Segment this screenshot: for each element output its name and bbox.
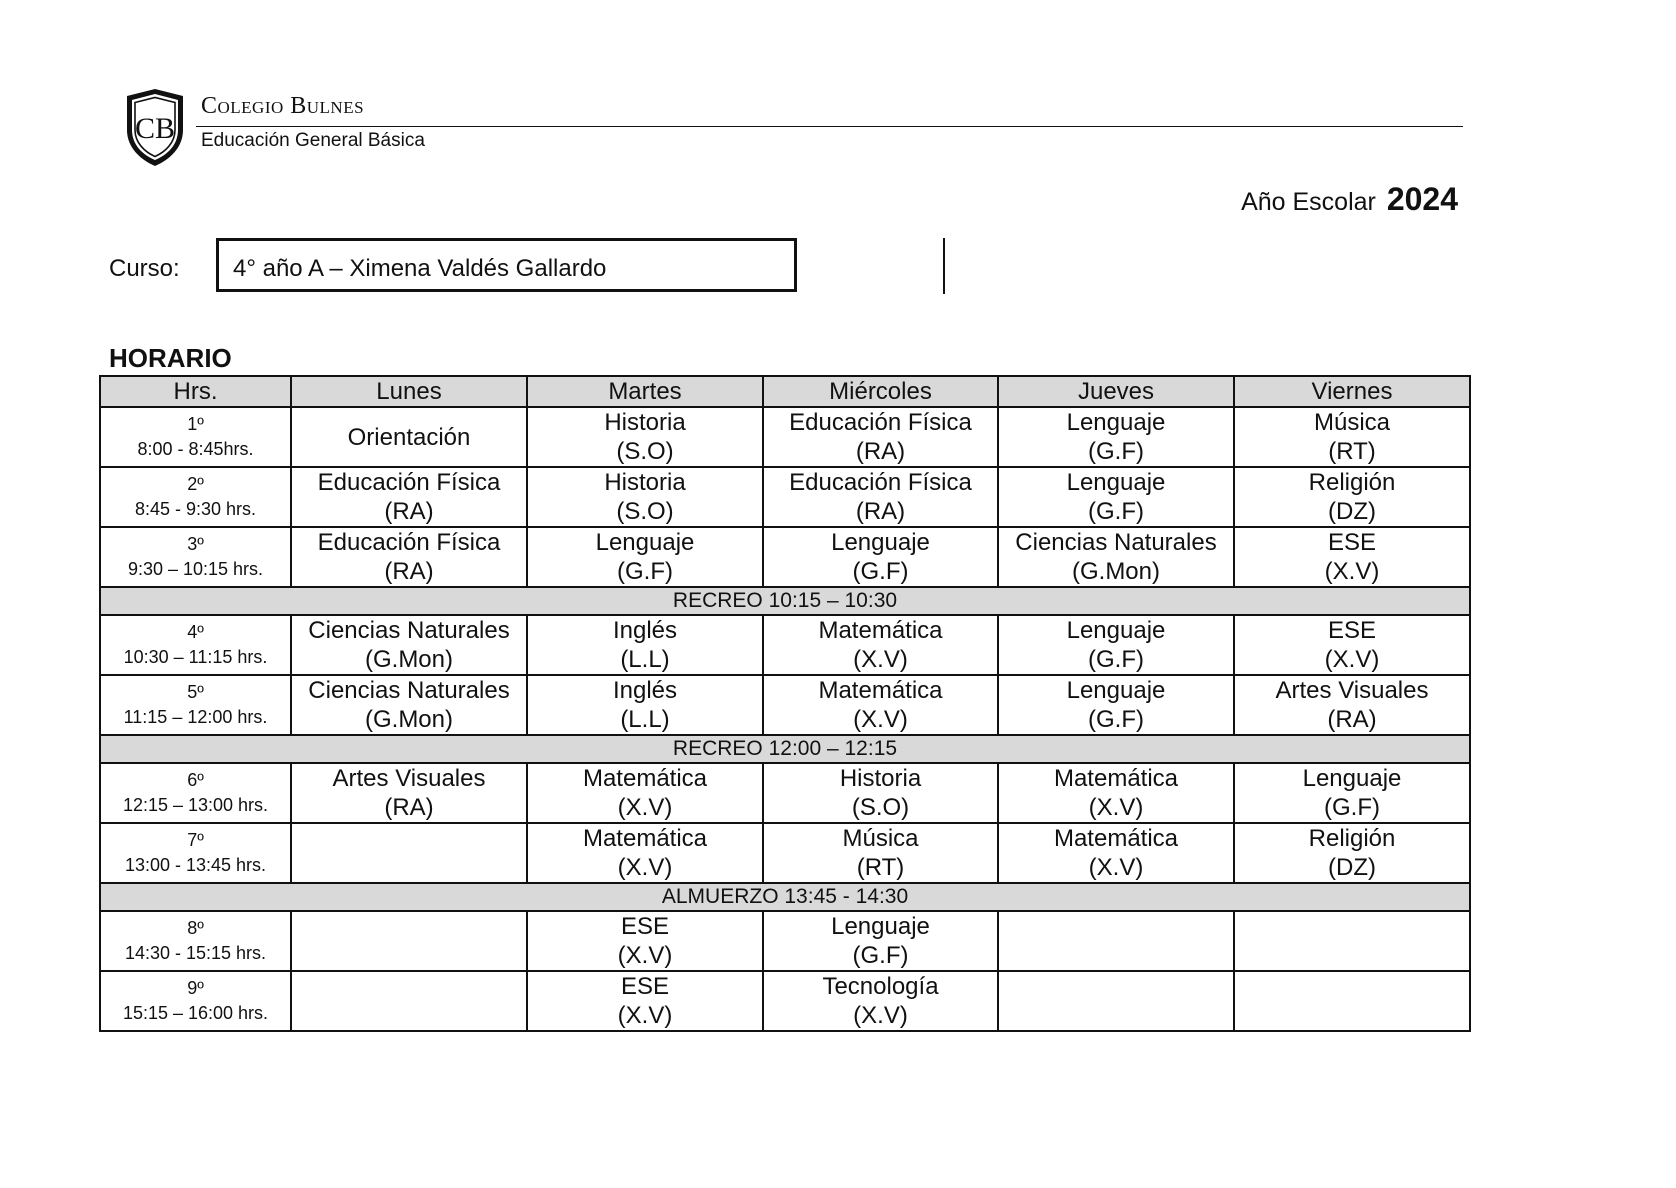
period-row (100, 615, 1470, 675)
subject-name: ESE (1327, 617, 1377, 644)
school-logo-icon (121, 86, 189, 168)
class-cell-thursday (998, 467, 1234, 527)
class-cell-thursday (998, 527, 1234, 587)
class-cell-monday (291, 911, 527, 971)
teacher-initials: (G.Mon) (364, 706, 453, 733)
period-number: 4º (187, 622, 204, 642)
teacher-initials: (G.F) (1324, 794, 1380, 821)
period-hours-cell (100, 911, 291, 971)
teacher-initials: (G.F) (852, 558, 909, 585)
period-hours-cell (100, 675, 291, 735)
logo-monogram: CB (134, 112, 176, 145)
teacher-initials: (G.F) (1088, 706, 1144, 733)
period-row (100, 911, 1470, 971)
teacher-initials: (G.F) (1088, 498, 1144, 525)
teacher-initials: (RT) (856, 854, 905, 881)
subject-name: Lenguaje (1066, 469, 1166, 496)
subject-name: Música (1313, 409, 1391, 436)
subject-name: Ciencias Naturales (308, 677, 510, 704)
schedule-title: HORARIO (109, 343, 232, 373)
column-header-tuesday: Martes (527, 376, 763, 407)
period-time: 10:30 – 11:15 hrs. (123, 647, 268, 667)
class-cell-monday (291, 407, 527, 467)
subject-name: Lenguaje (1302, 765, 1402, 792)
subject-name: Educación Física (789, 469, 972, 496)
teacher-initials: (DZ) (1328, 854, 1376, 881)
subject-name: Lenguaje (1066, 677, 1166, 704)
teacher-initials: (X.V) (1088, 854, 1144, 881)
teacher-initials: (S.O) (616, 438, 674, 465)
class-cell-tuesday (527, 911, 763, 971)
subject-name: Lenguaje (831, 913, 930, 940)
period-number: 3º (187, 534, 204, 554)
teacher-initials: (RA) (855, 438, 906, 465)
teacher-initials: (DZ) (1328, 498, 1376, 525)
class-cell-friday (1234, 675, 1470, 735)
teacher-initials: (G.Mon) (364, 646, 453, 673)
teacher-initials: (X.V) (617, 854, 673, 881)
subject-name: Orientación (347, 423, 471, 451)
teacher-initials: (RA) (1327, 706, 1377, 733)
class-cell-wednesday (763, 823, 998, 883)
subject-name: Matemática (1053, 765, 1179, 792)
subject-name: Historia (604, 469, 686, 496)
column-header-hours: Hrs. (100, 376, 291, 407)
teacher-initials: (G.F) (617, 558, 673, 585)
teacher-initials: (G.F) (1088, 438, 1144, 465)
period-time: 8:00 - 8:45hrs. (137, 439, 254, 459)
subject-name: ESE (1327, 529, 1377, 556)
break-label: ALMUERZO 13:45 - 14:30 (100, 883, 1470, 911)
class-cell-thursday (998, 911, 1234, 971)
teacher-initials: (RA) (855, 498, 906, 525)
subject-name: Matemática (818, 677, 943, 704)
subject-name: Ciencias Naturales (1015, 529, 1217, 556)
column-header-friday: Viernes (1234, 376, 1470, 407)
teacher-initials: (X.V) (1324, 646, 1380, 673)
header-divider (196, 126, 1463, 127)
break-row (100, 735, 1470, 763)
period-hours-cell (100, 615, 291, 675)
subject-name: Matemática (818, 617, 943, 644)
teacher-initials: (X.V) (1324, 558, 1380, 585)
break-row (100, 883, 1470, 911)
class-cell-wednesday (763, 971, 998, 1031)
subject-name: Educación Física (317, 469, 501, 496)
period-row (100, 467, 1470, 527)
class-cell-wednesday (763, 407, 998, 467)
subject-name: Educación Física (317, 529, 501, 556)
subject-name: Matemática (582, 825, 708, 852)
class-cell-tuesday (527, 823, 763, 883)
class-cell-tuesday (527, 971, 763, 1031)
class-cell-thursday (998, 615, 1234, 675)
class-cell-monday (291, 823, 527, 883)
break-label: RECREO 12:00 – 12:15 (100, 735, 1470, 763)
class-cell-tuesday (527, 675, 763, 735)
class-cell-tuesday (527, 763, 763, 823)
school-year-label: Año Escolar (1241, 188, 1376, 216)
class-cell-monday (291, 763, 527, 823)
class-cell-friday (1234, 823, 1470, 883)
teacher-initials: (X.V) (853, 706, 908, 733)
subject-name: Lenguaje (1066, 617, 1166, 644)
class-cell-thursday (998, 675, 1234, 735)
period-number: 5º (187, 682, 204, 702)
class-cell-tuesday (527, 407, 763, 467)
class-cell-monday (291, 675, 527, 735)
subject-name: Lenguaje (831, 529, 930, 556)
class-cell-tuesday (527, 615, 763, 675)
break-row (100, 587, 1470, 615)
class-cell-friday (1234, 467, 1470, 527)
teacher-initials: (X.V) (617, 942, 673, 969)
subject-name: Tecnología (822, 973, 939, 1000)
teacher-initials: (G.Mon) (1071, 558, 1160, 585)
period-row (100, 407, 1470, 467)
column-header-monday: Lunes (291, 376, 527, 407)
class-cell-tuesday (527, 467, 763, 527)
school-year (1241, 181, 1458, 218)
class-cell-monday (291, 527, 527, 587)
course-value: 4° año A – Ximena Valdés Gallardo (233, 255, 607, 282)
period-hours-cell (100, 823, 291, 883)
period-time: 8:45 - 9:30 hrs. (134, 499, 257, 519)
teacher-initials: (L.L) (620, 706, 670, 733)
period-number: 1º (187, 414, 204, 434)
subject-name: Religión (1308, 825, 1396, 852)
period-row (100, 675, 1470, 735)
period-number: 9º (187, 978, 204, 998)
subject-name: Matemática (582, 765, 708, 792)
class-cell-wednesday (763, 615, 998, 675)
subject-name: Artes Visuales (1275, 677, 1429, 704)
class-cell-wednesday (763, 675, 998, 735)
class-cell-wednesday (763, 911, 998, 971)
subject-name: Música (842, 825, 919, 852)
class-cell-thursday (998, 763, 1234, 823)
period-row (100, 823, 1470, 883)
period-time: 11:15 – 12:00 hrs. (123, 707, 268, 727)
teacher-initials: (S.O) (851, 794, 910, 821)
school-year-value: 2024 (1386, 181, 1458, 217)
teacher-initials: (RA) (384, 794, 434, 821)
class-cell-friday (1234, 407, 1470, 467)
period-hours-cell (100, 763, 291, 823)
teacher-initials: (RA) (384, 558, 434, 585)
period-hours-cell (100, 407, 291, 467)
subject-name: Educación Física (789, 409, 972, 436)
break-label: RECREO 10:15 – 10:30 (100, 587, 1470, 615)
schedule-header-row (100, 376, 1470, 407)
teacher-initials: (X.V) (617, 794, 673, 821)
period-number: 7º (187, 830, 204, 850)
class-cell-wednesday (763, 527, 998, 587)
subject-name: Lenguaje (595, 529, 695, 556)
teacher-initials: (RA) (384, 498, 434, 525)
period-hours-cell (100, 971, 291, 1031)
subject-name: Historia (839, 765, 922, 792)
class-cell-thursday (998, 407, 1234, 467)
subject-name: ESE (620, 913, 670, 940)
subject-name: ESE (620, 973, 670, 1000)
subject-name: Ciencias Naturales (308, 617, 510, 644)
teacher-initials: (X.V) (853, 646, 908, 673)
period-time: 14:30 - 15:15 hrs. (124, 943, 267, 963)
period-time: 15:15 – 16:00 hrs. (122, 1003, 269, 1023)
teacher-initials: (S.O) (616, 498, 674, 525)
teacher-initials: (X.V) (1088, 794, 1144, 821)
class-cell-monday (291, 615, 527, 675)
class-cell-friday (1234, 763, 1470, 823)
period-time: 12:15 – 13:00 hrs. (122, 795, 269, 815)
teacher-initials: (X.V) (617, 1002, 673, 1029)
school-subtitle: Educación General Básica (201, 130, 425, 151)
period-number: 8º (187, 918, 204, 938)
class-cell-friday (1234, 615, 1470, 675)
subject-name: Inglés (612, 677, 678, 704)
subject-name: Historia (604, 409, 686, 436)
class-cell-wednesday (763, 763, 998, 823)
period-row (100, 763, 1470, 823)
column-header-wednesday: Miércoles (763, 376, 998, 407)
period-hours-cell (100, 467, 291, 527)
subject-name: Inglés (612, 617, 678, 644)
teacher-initials: (G.F) (1088, 646, 1144, 673)
class-cell-thursday (998, 971, 1234, 1031)
teacher-initials: (RT) (1328, 438, 1376, 465)
subject-name: Artes Visuales (332, 765, 486, 792)
period-number: 6º (187, 770, 204, 790)
subject-name: Matemática (1053, 825, 1179, 852)
class-cell-friday (1234, 911, 1470, 971)
period-row (100, 971, 1470, 1031)
course-label: Curso: (109, 255, 180, 282)
subject-name: Lenguaje (1066, 409, 1166, 436)
class-cell-friday (1234, 527, 1470, 587)
column-header-thursday: Jueves (998, 376, 1234, 407)
period-row (100, 527, 1470, 587)
period-time: 9:30 – 10:15 hrs. (127, 559, 264, 579)
class-cell-monday (291, 467, 527, 527)
class-cell-monday (291, 971, 527, 1031)
teacher-initials: (X.V) (853, 1002, 908, 1029)
class-cell-wednesday (763, 467, 998, 527)
schedule-table (99, 375, 1471, 1032)
subject-name: Religión (1308, 469, 1396, 496)
vertical-divider (943, 238, 945, 294)
class-cell-tuesday (527, 527, 763, 587)
class-cell-friday (1234, 971, 1470, 1031)
period-number: 2º (187, 474, 204, 494)
school-name: Colegio Bulnes (201, 93, 365, 119)
teacher-initials: (L.L) (620, 646, 670, 673)
period-hours-cell (100, 527, 291, 587)
teacher-initials: (G.F) (852, 942, 909, 969)
period-time: 13:00 - 13:45 hrs. (124, 855, 267, 875)
class-cell-thursday (998, 823, 1234, 883)
